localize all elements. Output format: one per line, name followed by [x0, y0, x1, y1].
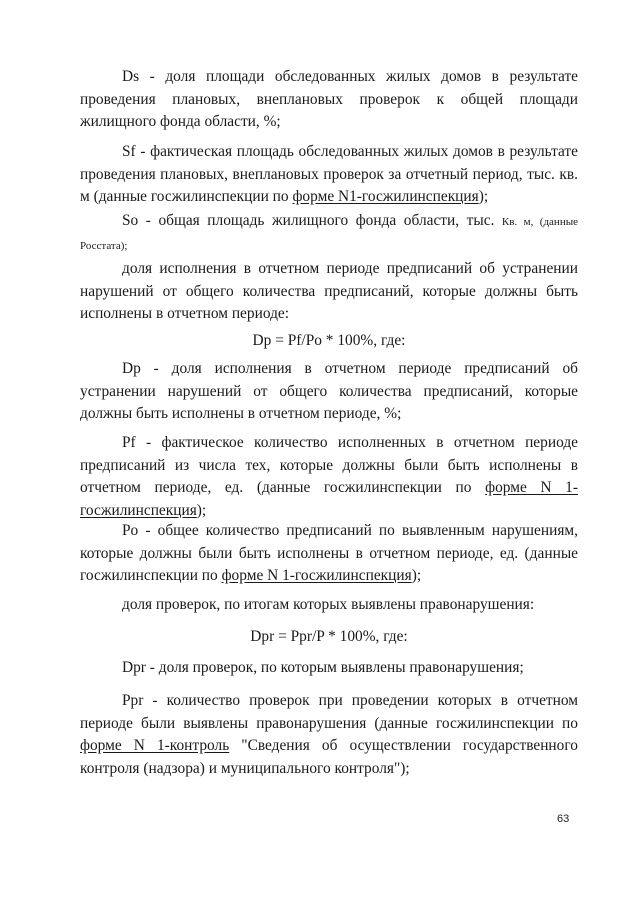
- paragraph-ppr-text: Ppr - количество проверок при проведении которых в отчетном периоде были выявлены правонарушения (данные госжилинспекции по: [80, 692, 578, 732]
- form-link-sf[interactable]: форме N1-госжилинспекция: [292, 188, 479, 205]
- form-link-po[interactable]: форме N 1-госжилинспекция: [221, 567, 412, 584]
- paragraph-pf: [80, 432, 578, 522]
- formula-dpr: Dpr = Ppr/P * 100%, где:: [250, 628, 408, 645]
- paragraph-ppr: [80, 690, 578, 780]
- paragraph-ppr-end: "Сведения об осуществлении государственного контроля (надзора) и муниципального контроля");: [80, 737, 578, 777]
- paragraph-pf-text: Pf - фактическое количество исполненных в отчетном периоде предписаний из числа тех, которые должны были быть исполнены в отчетном периоде, ед. (данные госжилинспекции по: [80, 434, 578, 496]
- formula-dp: Dp = Pf/Po * 100%, где:: [252, 332, 406, 349]
- paragraph-so-text: So - общая площадь жилищного фонда области, тыс.: [122, 212, 502, 229]
- paragraph-sf-end: );: [478, 188, 489, 205]
- paragraph-dp-intro: доля исполнения в отчетном периоде предписаний об устранении нарушений от общего количества предписаний, которые должны быть исполнены в отчетном периоде:: [80, 260, 578, 322]
- paragraph-so: [80, 210, 578, 257]
- paragraph-dp-def: Dp - доля исполнения в отчетном периоде предписаний об устранении нарушений от общего количества предписаний, которые должны быть исполнены в отчетном периоде, %;: [80, 360, 578, 422]
- form-link-pf[interactable]: форме N 1-госжилинспекция: [80, 479, 578, 519]
- paragraph-pf-end: );: [196, 501, 207, 519]
- paragraph-dpr-def: Dpr - доля проверок, по которым выявлены правонарушения;: [122, 659, 524, 676]
- paragraph-po-text: Po - общее количество предписаний по выявленным нарушениям, которые должны были быть исполнены в отчетном периоде, ед. (данные госжилинспекции по: [80, 522, 578, 584]
- paragraph-po: [80, 520, 578, 588]
- paragraph-dpr-intro: доля проверок, по итогам которых выявлены правонарушения:: [122, 596, 535, 613]
- paragraph-ds: Ds - доля площади обследованных жилых домов в результате проведения плановых, внеплановых проверок к общей площади жилищного фонда области, %;: [80, 68, 578, 130]
- paragraph-sf: [80, 141, 578, 209]
- form-link-ppr[interactable]: форме N 1-контроль: [80, 737, 230, 754]
- paragraph-so-source: Кв. м, (данные Росстата);: [80, 216, 578, 252]
- paragraph-po-end: );: [411, 567, 422, 584]
- page-number: 63: [557, 813, 570, 825]
- paragraph-sf-text: Sf - фактическая площадь обследованных жилых домов в результате проведения плановых, внеплановых проверок за отчетный период, тыс. кв. м (данные госжилинспекции по: [80, 143, 578, 205]
